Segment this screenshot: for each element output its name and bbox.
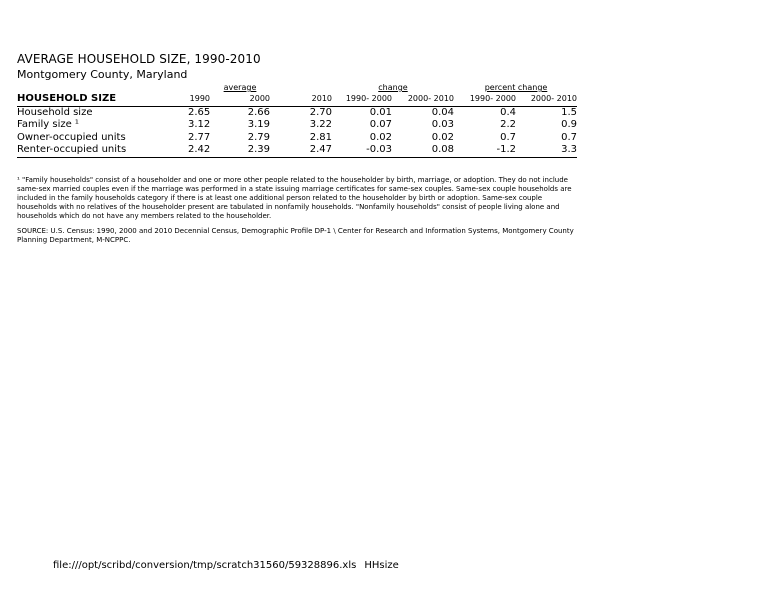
- cell-value: 0.03: [431, 119, 454, 130]
- cell-value: 2.47: [309, 144, 332, 155]
- cell-value: -1.2: [496, 144, 516, 155]
- row-label: Owner-occupied units: [17, 131, 126, 143]
- cell-value: 2.39: [247, 144, 270, 155]
- sheet-name: HHsize: [364, 560, 399, 571]
- cell-value: 3.12: [188, 119, 211, 130]
- file-path: file:///opt/scribd/conversion/tmp/scratch31560/59328896.xls: [53, 560, 357, 571]
- household-size-table: [17, 93, 577, 158]
- cell-value: 2.77: [188, 131, 211, 143]
- cell-value: 0.02: [431, 131, 454, 143]
- cell-value: 0.01: [369, 106, 392, 118]
- cell-value: 0.04: [431, 106, 454, 118]
- cell-value: 1.5: [561, 106, 577, 118]
- cell-value: 3.19: [247, 119, 270, 130]
- cell-value: 0.08: [431, 144, 454, 155]
- cell-value: 2.2: [500, 119, 516, 130]
- cell-value: 0.02: [369, 131, 392, 143]
- source-note: SOURCE: U.S. Census: 1990, 2000 and 2010 Decennial Census, Demographic Profile DP-1 \ Center for Research and Information Systems, Montgomery County Planning Department, M-NCPPC.: [17, 227, 574, 244]
- cell-value: 3.3: [561, 144, 577, 155]
- cell-value: 2.81: [309, 131, 332, 143]
- column-header: 2000- 2010: [407, 94, 454, 103]
- cell-value: -0.03: [366, 144, 392, 155]
- table-row: [17, 119, 577, 132]
- footnote: ¹ "Family households" consist of a householder and one or more other people related to the householder by birth, marriage, or adoption. They do not include same-sex married couples even if the marriage was performed in a state issuing marriage certificates for same-sex couples. Same-sex couple households are included in the family households category if there is at least one additional person related to the householder by birth or adoption. Same-sex couple households with no relatives of the householder present are tabulated in nonfamily households. "Nonfamily households" consist of people living alone and households which do not have any members related to the householder.: [17, 176, 572, 220]
- cell-value: 2.66: [247, 106, 270, 118]
- table-row: [17, 132, 577, 145]
- cell-value: 0.4: [500, 106, 516, 118]
- cell-value: 0.7: [500, 131, 516, 143]
- cell-value: 2.65: [188, 106, 211, 118]
- cell-value: 3.22: [309, 119, 332, 130]
- cell-value: 2.42: [188, 144, 211, 155]
- group-header-percent-change: percent change: [484, 83, 548, 92]
- row-label: Family size ¹: [17, 119, 79, 130]
- cell-value: 0.7: [561, 131, 577, 143]
- cell-value: 2.70: [309, 106, 332, 118]
- row-header: HOUSEHOLD SIZE: [17, 93, 117, 104]
- column-header: 2010: [311, 94, 332, 103]
- cell-value: 2.79: [247, 131, 270, 143]
- page-subtitle: Montgomery County, Maryland: [17, 68, 188, 81]
- column-header: 1990- 2000: [345, 94, 392, 103]
- column-header: 1990: [189, 94, 210, 103]
- page-title: AVERAGE HOUSEHOLD SIZE, 1990-2010: [17, 52, 261, 66]
- column-header: 2000- 2010: [530, 94, 577, 103]
- row-label: Household size: [17, 106, 93, 118]
- group-header-change: change: [378, 83, 408, 92]
- column-header: 1990- 2000: [469, 94, 516, 103]
- group-header-average: average: [223, 83, 257, 92]
- cell-value: 0.9: [561, 119, 577, 130]
- table-row: [17, 106, 577, 119]
- page-footer: [53, 560, 399, 571]
- cell-value: 0.07: [369, 119, 392, 130]
- table-header-row: [17, 93, 577, 106]
- table-row: [17, 144, 577, 157]
- row-label: Renter-occupied units: [17, 144, 127, 155]
- column-header: 2000: [249, 94, 270, 103]
